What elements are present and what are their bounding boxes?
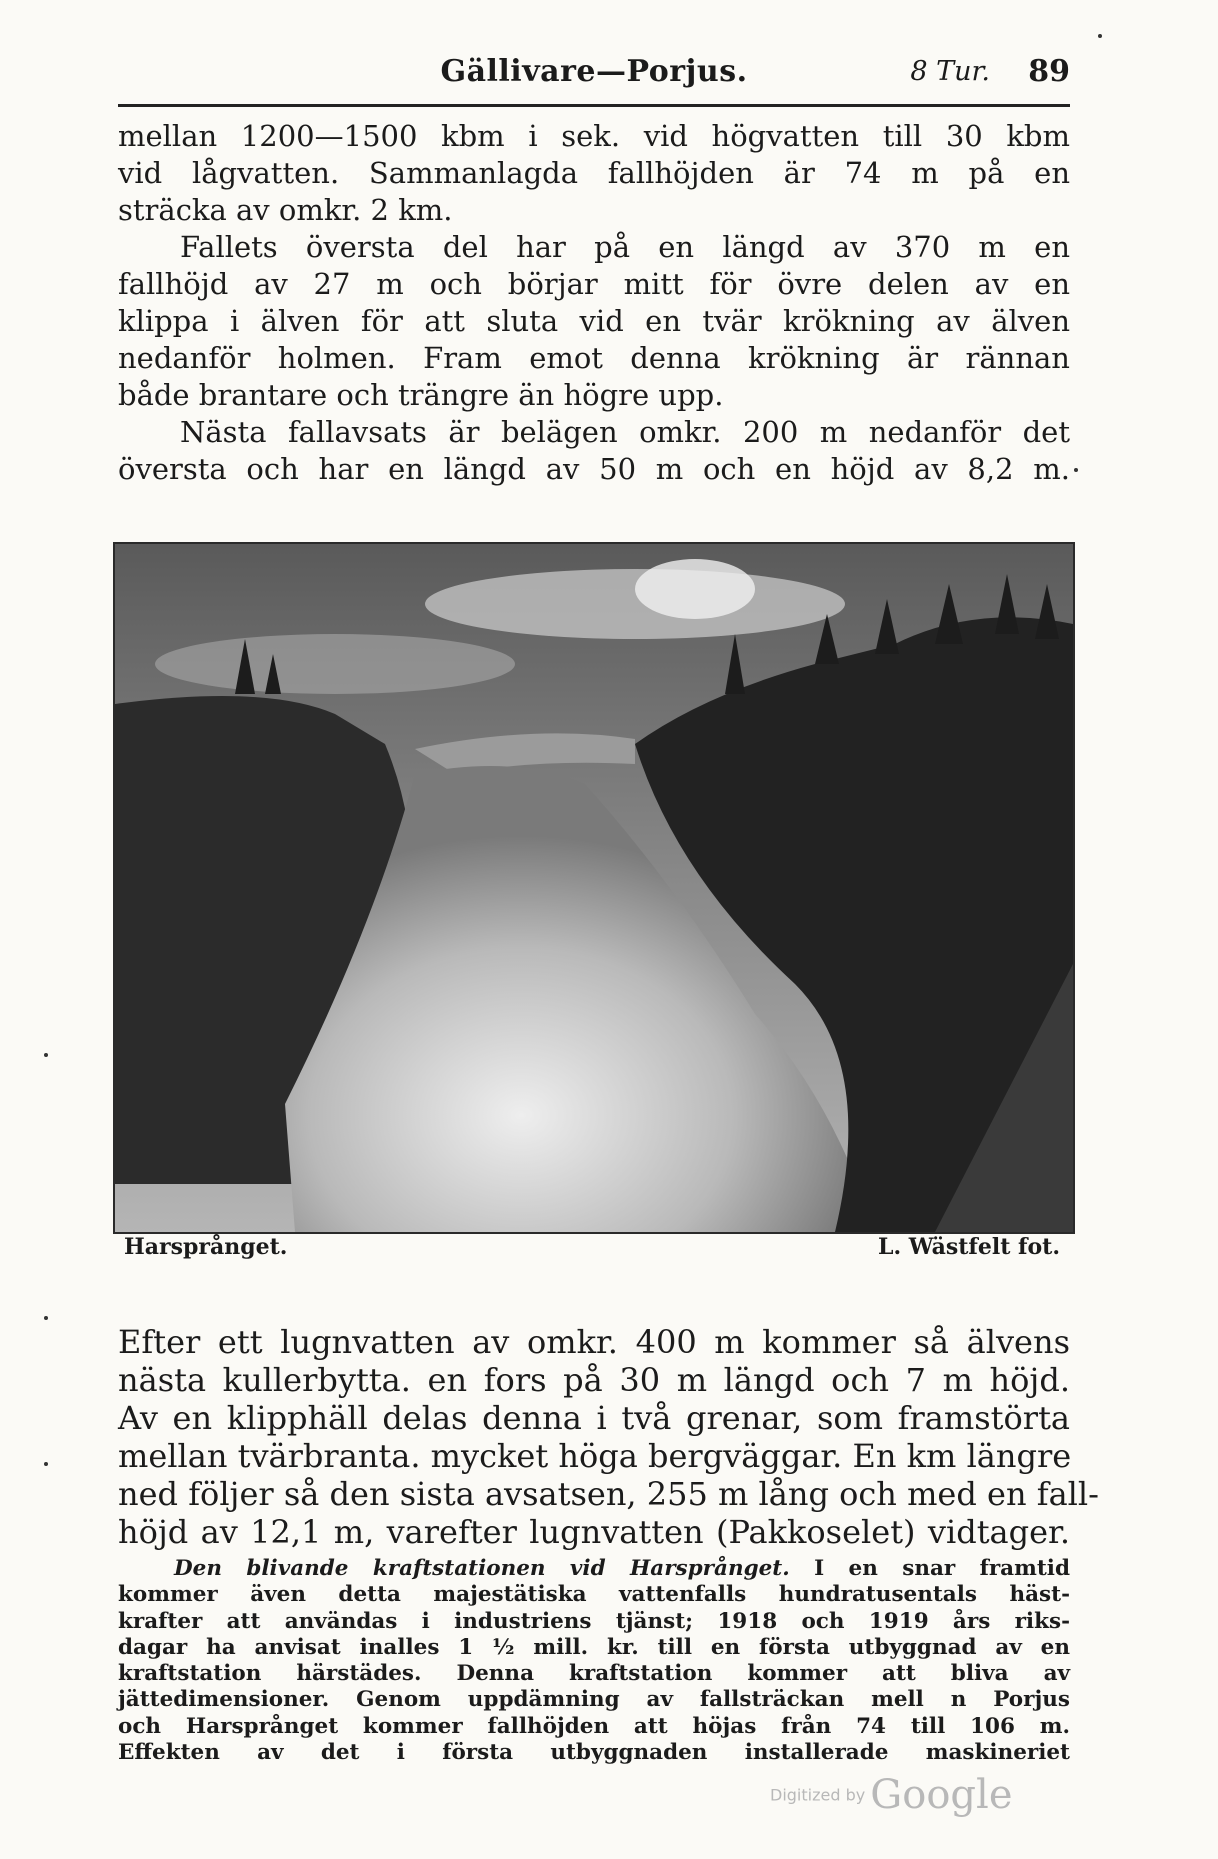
waterfall-illustration bbox=[115, 544, 1073, 1232]
text-line: och Harsprånget kommer fallhöjden att höjas från 74 till 106 m. bbox=[118, 1713, 1070, 1739]
text-line: mellan 1200—1500 kbm i sek. vid högvatten till 30 kbm bbox=[118, 119, 1070, 153]
text-line: höjd av 12,1 m, varefter lugnvatten (Pakkoselet) vidtager. bbox=[118, 1513, 1070, 1551]
text-line: mellan tvärbranta. mycket höga bergväggar. En km längre bbox=[118, 1437, 1072, 1475]
speck bbox=[1074, 468, 1078, 472]
text-line: ned följer så den sista avsatsen, 255 m lång och med en fall- bbox=[118, 1475, 1099, 1513]
text-line: fallhöjd av 27 m och börjar mitt för övre delen av en bbox=[118, 267, 1070, 301]
footnote bbox=[118, 1556, 1070, 1766]
tour-label: 8 Tur. bbox=[910, 56, 990, 87]
speck bbox=[44, 1462, 48, 1466]
text-line: Effekten av det i första utbyggnaden installerade maskineriet bbox=[118, 1740, 1070, 1766]
photo-caption: Harsprånget. bbox=[124, 1234, 288, 1260]
text-line: översta och har en längd av 50 m och en höjd av 8,2 m. bbox=[118, 452, 1070, 486]
digitized-watermark bbox=[770, 1772, 1012, 1818]
text-line: jättedimensioner. Genom uppdämning av fallsträckan mell n Porjus bbox=[118, 1687, 1070, 1713]
text-line: Efter ett lugnvatten av omkr. 400 m kommer så älvens bbox=[118, 1323, 1070, 1361]
text-line: vid lågvatten. Sammanlagda fallhöjden är 74 m på en bbox=[118, 156, 1070, 190]
footnote-lead: Den blivande kraftstationen vid Harsprånget. bbox=[174, 1556, 790, 1581]
text-line: Av en klipphäll delas denna i två grenar, som framstörta bbox=[118, 1399, 1070, 1437]
paragraph-1 bbox=[118, 118, 1070, 229]
text-line: sträcka av omkr. 2 km. bbox=[118, 193, 453, 227]
text-line: krafter att användas i industriens tjänst; 1918 och 1919 års riks- bbox=[118, 1608, 1070, 1634]
header-rule bbox=[118, 104, 1070, 107]
text-line: kraftstation härstädes. Denna kraftstation kommer att bliva av bbox=[118, 1661, 1070, 1687]
page-number: 89 bbox=[1028, 54, 1070, 89]
running-title: Gällivare—Porjus. bbox=[440, 54, 748, 89]
running-header bbox=[118, 48, 1070, 98]
paragraph-3 bbox=[118, 414, 1070, 488]
footnote-first-line bbox=[118, 1556, 1070, 1582]
text-line: dagar ha anvisat inalles 1 ½ mill. kr. till en första utbyggnad av en bbox=[118, 1634, 1070, 1660]
text-line: nästa kullerbytta. en fors på 30 m längd och 7 m höjd. bbox=[118, 1361, 1070, 1399]
text-line: både brantare och trängre än högre upp. bbox=[118, 378, 724, 412]
waterfall-photo bbox=[113, 542, 1075, 1234]
text-line: Fallets översta del har på en längd av 370 m en bbox=[180, 230, 1070, 264]
text-line: kommer även detta majestätiska vattenfalls hundratusentals häst- bbox=[118, 1582, 1070, 1608]
paragraph-2 bbox=[118, 229, 1070, 414]
speck bbox=[1098, 34, 1102, 38]
google-logo: Google bbox=[870, 1772, 1013, 1818]
text-line: nedanför holmen. Fram emot denna krökning är rännan bbox=[118, 341, 1070, 375]
text-line: klippa i älven för att sluta vid en tvär krökning av älven bbox=[118, 304, 1070, 338]
photo-credit: L. Wästfelt fot. bbox=[878, 1234, 1060, 1260]
digitized-by-text: Digitized by bbox=[770, 1785, 866, 1805]
speck bbox=[44, 1316, 48, 1320]
paragraph-4 bbox=[118, 1323, 1099, 1551]
speck bbox=[44, 1053, 48, 1057]
text-line: Nästa fallavsats är belägen omkr. 200 m nedanför det bbox=[180, 415, 1070, 449]
footnote-first-text: I en snar framtid bbox=[814, 1556, 1070, 1581]
